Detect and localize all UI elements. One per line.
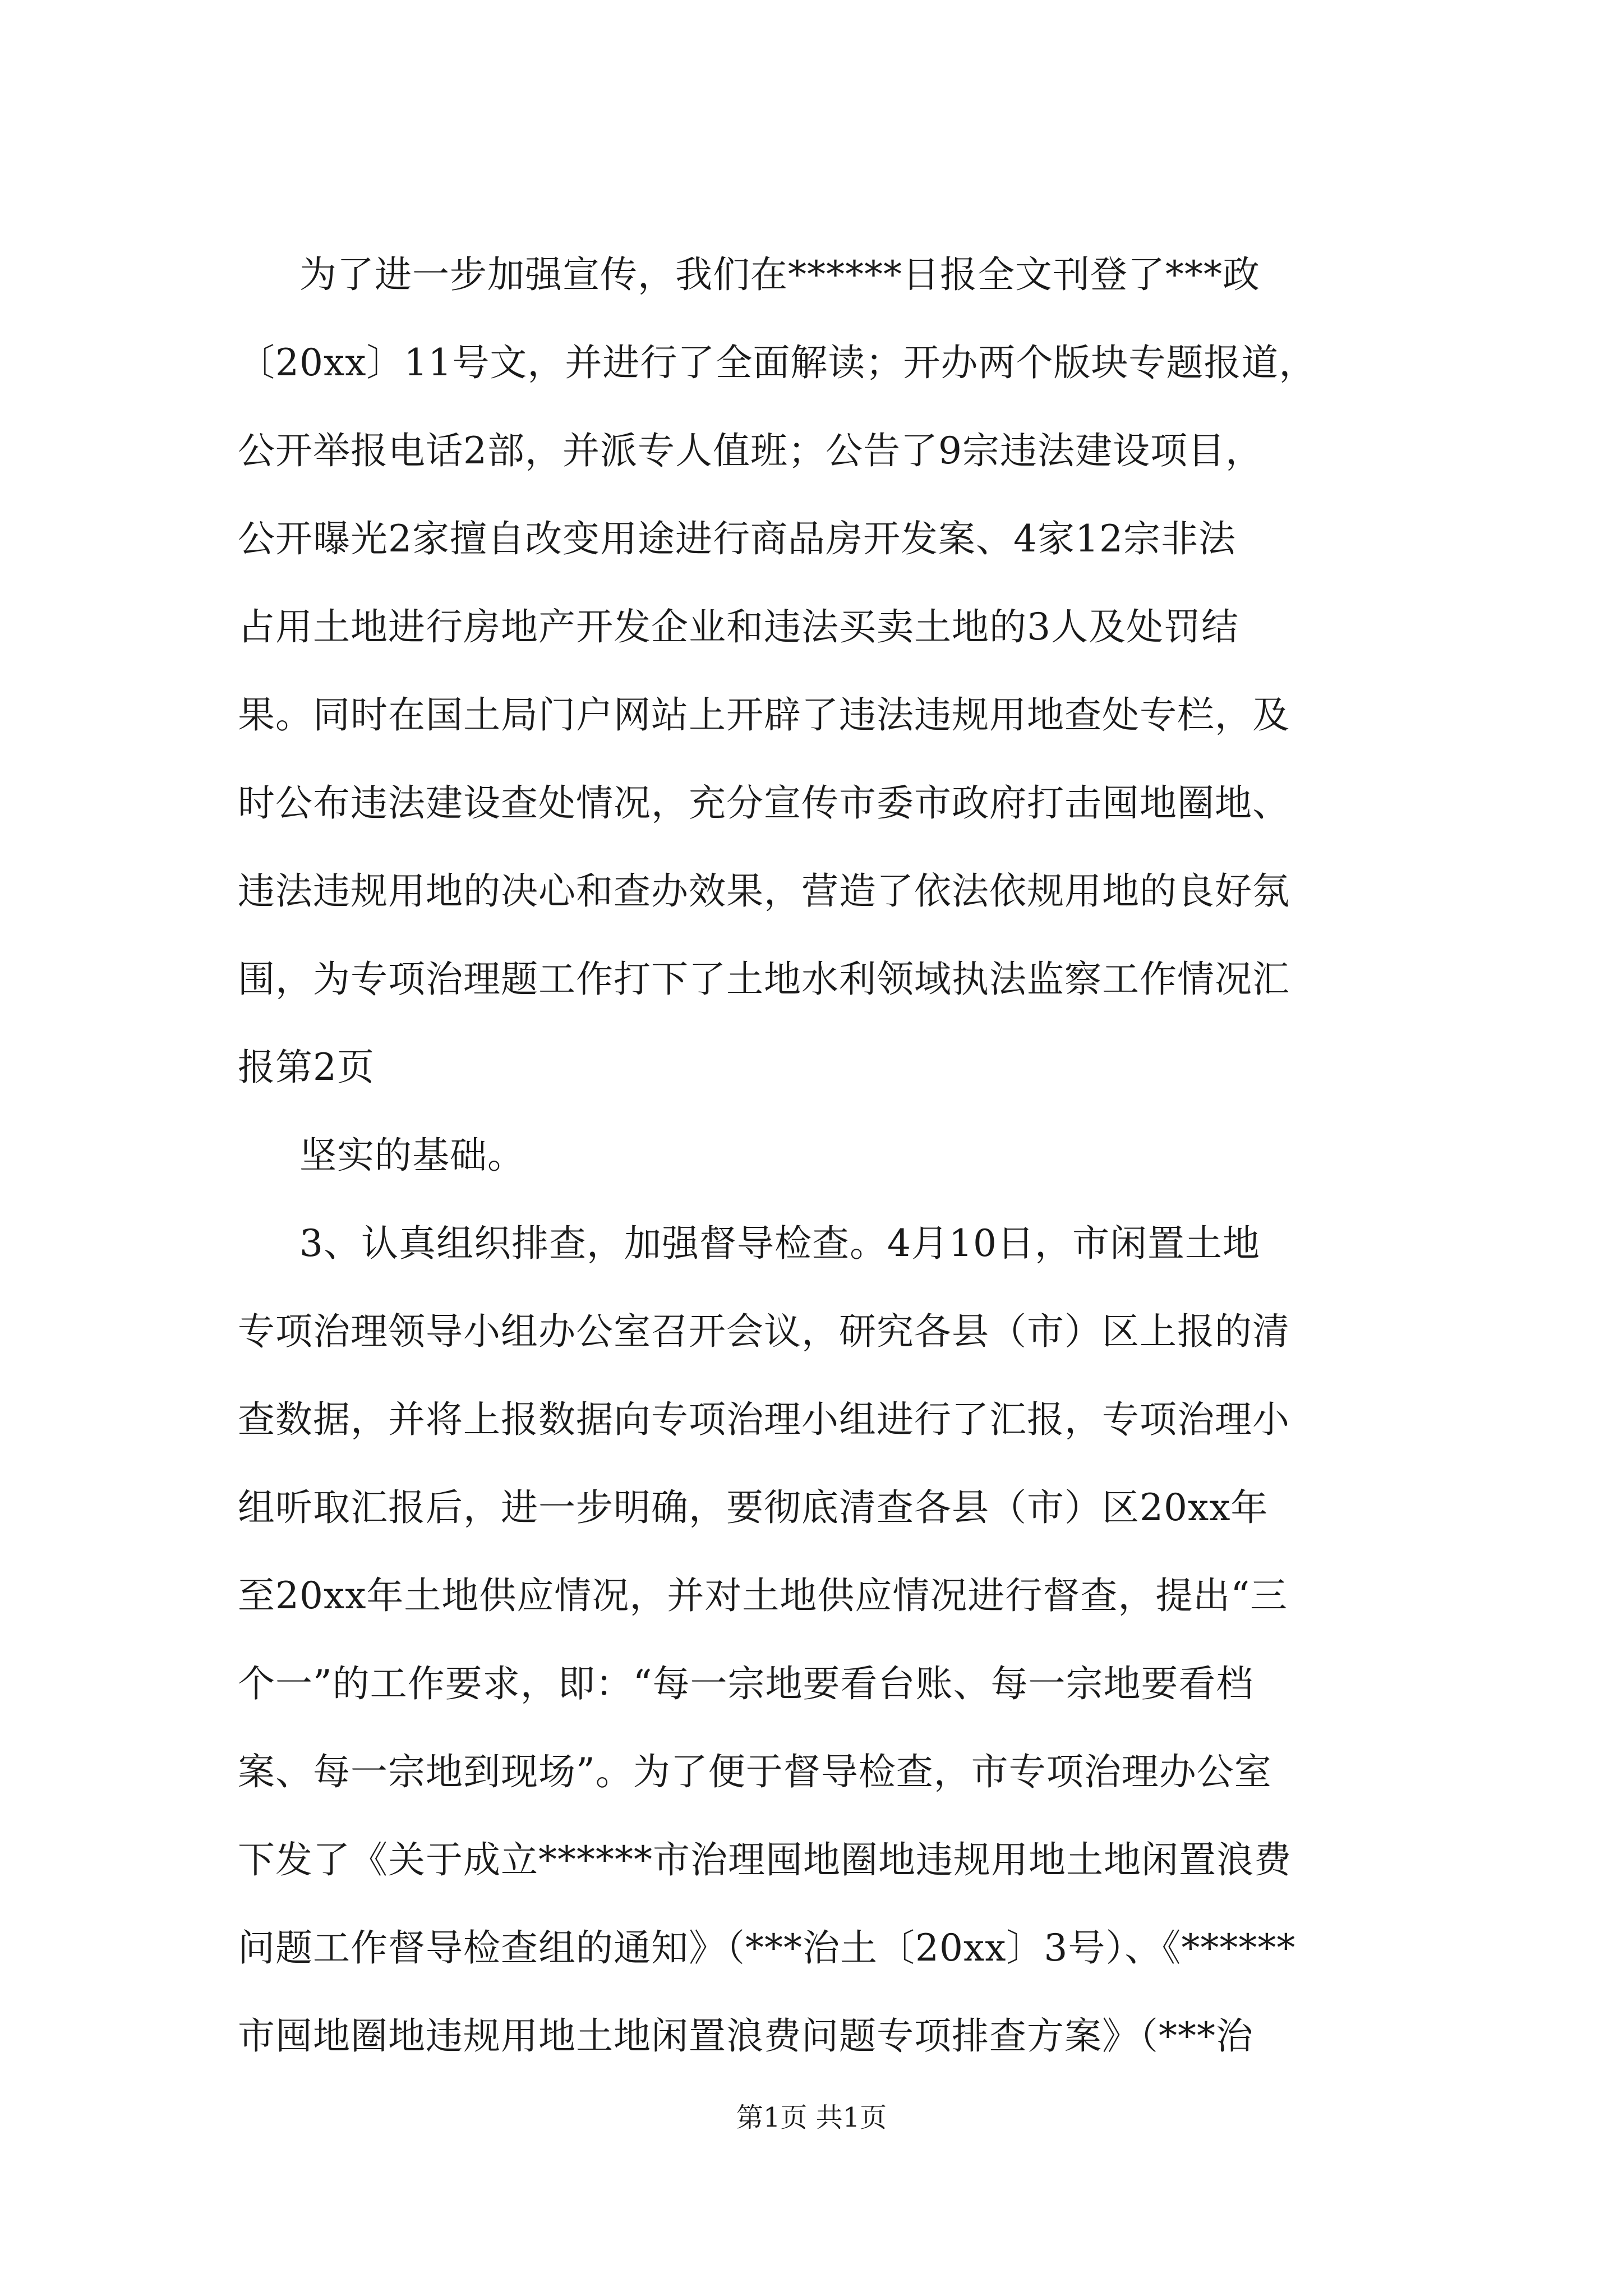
paragraph-line-18: 案、每一宗地到现场”。为了便于督导检查，市专项治理办公室 [238, 1750, 1272, 1793]
page-footer: 第1页 共1页 [736, 2102, 887, 2133]
paragraph-line-3: 公开举报电话2部，并派专人值班；公告了9宗违法建设项目， [238, 429, 1263, 472]
paragraph-line-5: 占用土地进行房地产开发企业和违法买卖土地的3人及处罚结 [238, 605, 1239, 648]
paragraph-line-17: 个一”的工作要求，即：“每一宗地要看台账、每一宗地要看档 [238, 1662, 1254, 1705]
paragraph-line-15: 组听取汇报后，进一步明确，要彻底清查各县（市）区20xx年 [238, 1486, 1269, 1529]
paragraph-line-16: 至20xx年土地供应情况，并对土地供应情况进行督查，提出“三 [238, 1574, 1288, 1617]
paragraph-line-13: 专项治理领导小组办公室召开会议，研究各县（市）区上报的清 [238, 1310, 1290, 1353]
paragraph-line-20: 问题工作督导检查组的通知》（***治土〔20xx〕3号）、《****** [238, 1926, 1296, 1970]
paragraph-line-2: 〔20xx〕11号文，并进行了全面解读；开办两个版块专题报道， [238, 341, 1317, 384]
paragraph-line-21: 市囤地圈地违规用地土地闲置浪费问题专项排查方案》（***治 [238, 2014, 1253, 2058]
paragraph-line-8: 违法违规用地的决心和查办效果，营造了依法依规用地的良好氛 [238, 869, 1290, 913]
paragraph-line-7: 时公布违法建设查处情况，充分宣传市委市政府打击囤地圈地、 [238, 781, 1290, 825]
paragraph-line-9: 围，为专项治理题工作打下了土地水利领域执法监察工作情况汇 [238, 958, 1290, 1001]
paragraph-line-10: 报第2页 [238, 1046, 375, 1089]
paragraph-line-19: 下发了《关于成立******市治理囤地圈地违规用地土地闲置浪费 [238, 1838, 1292, 1881]
paragraph-line-6: 果。同时在国土局门户网站上开辟了违法违规用地查处专栏，及 [238, 693, 1290, 737]
paragraph-line-1: 为了进一步加强宣传，我们在******日报全文刊登了***政 [299, 253, 1260, 296]
paragraph-line-12: 3、认真组织排查，加强督导检查。4月10日，市闲置土地 [299, 1222, 1260, 1265]
paragraph-line-11: 坚实的基础。 [299, 1134, 525, 1177]
paragraph-line-4: 公开曝光2家擅自改变用途进行商品房开发案、4家12宗非法 [238, 517, 1236, 560]
paragraph-line-14: 查数据，并将上报数据向专项治理小组进行了汇报，专项治理小 [238, 1398, 1290, 1441]
